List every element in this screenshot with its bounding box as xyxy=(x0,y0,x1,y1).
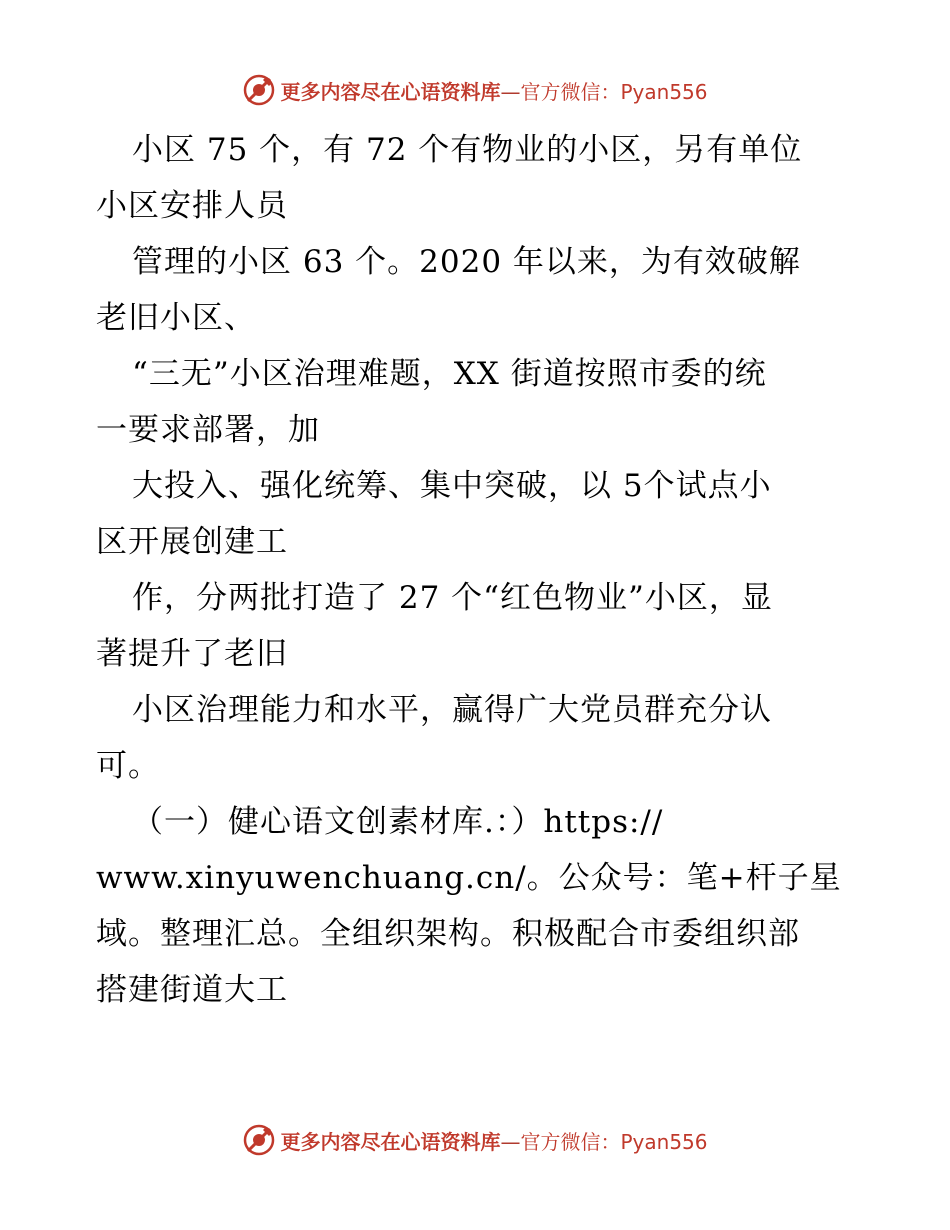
watermark-dash: — xyxy=(500,79,521,104)
document-body xyxy=(96,122,866,1018)
text-line: www.xinyuwenchuang.cn/。公众号：笔+杆子星 xyxy=(96,860,842,896)
watermark-lead: 更多内容尽在心语资料库 xyxy=(280,1129,501,1154)
text-line: 大投入、强化统筹、集中突破，以 5个试点小 xyxy=(132,468,772,504)
watermark-tail: 官方微信： xyxy=(520,79,621,104)
text-line: 小区治理能力和水平，赢得广大党员群充分认 xyxy=(132,692,772,728)
watermark-wechat: Pyan556 xyxy=(620,1129,708,1154)
text-line: 区开展创建工 xyxy=(96,524,288,560)
header-watermark xyxy=(0,70,950,110)
text-line: 著提升了老旧 xyxy=(96,636,288,672)
text-line: 管理的小区 63 个。2020 年以来，为有效破解 xyxy=(132,244,801,280)
text-line: 作，分两批打造了 27 个“红色物业”小区，显 xyxy=(132,580,773,616)
watermark-text xyxy=(280,76,707,105)
text-line: “三无”小区治理难题，XX 街道按照市委的统 xyxy=(132,356,767,392)
text-line: （一）健心语文创素材库.：）https:// xyxy=(132,804,664,840)
text-line: 搭建街道大工 xyxy=(96,972,288,1008)
text-line: 老旧小区、 xyxy=(96,300,256,336)
footer-watermark xyxy=(0,1120,950,1160)
pen-circle-icon xyxy=(242,1123,276,1157)
watermark-text xyxy=(280,1126,707,1155)
text-line: 小区安排人员 xyxy=(96,188,288,224)
watermark-lead: 更多内容尽在心语资料库 xyxy=(280,79,501,104)
text-line: 一要求部署，加 xyxy=(96,412,320,448)
watermark-tail: 官方微信： xyxy=(520,1129,621,1154)
watermark-wechat: Pyan556 xyxy=(620,79,708,104)
pen-circle-icon xyxy=(242,73,276,107)
text-line: 小区 75 个，有 72 个有物业的小区，另有单位 xyxy=(132,132,803,168)
watermark-dash: — xyxy=(500,1129,521,1154)
text-line: 域。整理汇总。全组织架构。积极配合市委组织部 xyxy=(96,916,800,952)
text-line: 可。 xyxy=(96,748,160,784)
